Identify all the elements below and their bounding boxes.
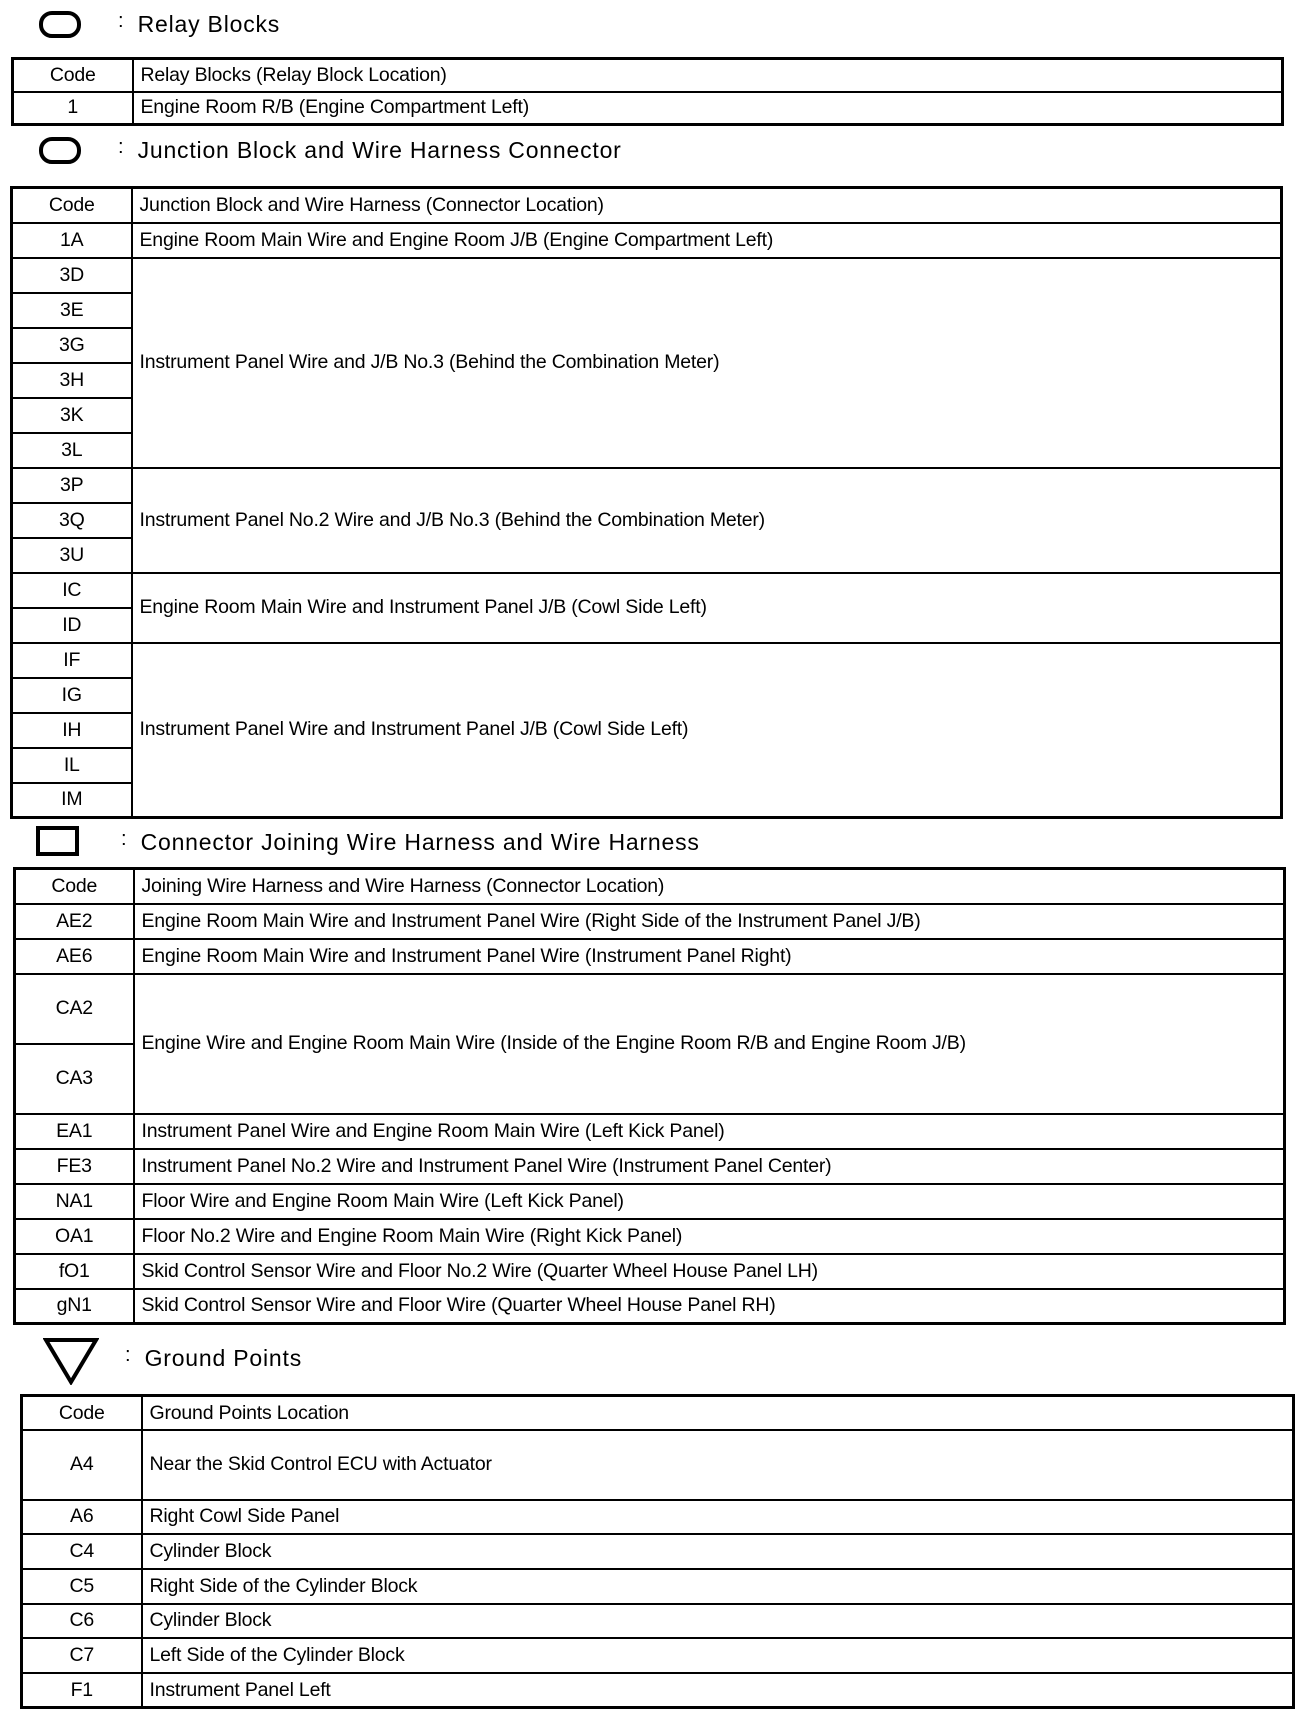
header-description: Joining Wire Harness and Wire Harness (Connector Location) [134, 869, 1285, 904]
code-cell: EA1 [15, 1114, 134, 1149]
square-icon [36, 826, 79, 856]
table-row [22, 1500, 1294, 1535]
location-cell: Right Side of the Cylinder Block [142, 1569, 1294, 1604]
location-cell: Floor No.2 Wire and Engine Room Main Wire (Right Kick Panel) [134, 1219, 1285, 1254]
colon: : [125, 1343, 131, 1366]
location-cell: Instrument Panel Left [142, 1673, 1294, 1708]
table-row [22, 1569, 1294, 1604]
code-cell: 3E [12, 293, 132, 328]
table-row [15, 1184, 1285, 1219]
location-cell: Cylinder Block [142, 1534, 1294, 1569]
ground-points-table [20, 1394, 1295, 1709]
code-cell: 3P [12, 468, 132, 503]
triangle-icon [43, 1337, 99, 1385]
code-cell: IG [12, 678, 132, 713]
table-header-row [22, 1396, 1294, 1431]
code-cell: CA2 [15, 974, 134, 1044]
relay-blocks-table [11, 57, 1284, 126]
section-title: Relay Blocks [137, 10, 281, 37]
code-cell: 3H [12, 363, 132, 398]
code-cell: C7 [22, 1638, 142, 1673]
table-row [13, 92, 1283, 125]
table-header-row [12, 188, 1282, 223]
code-cell: C5 [22, 1569, 142, 1604]
section-title: Ground Points [144, 1344, 302, 1371]
code-cell: IM [12, 783, 132, 818]
section-heading-relay [118, 9, 280, 39]
location-cell: Near the Skid Control ECU with Actuator [142, 1430, 1294, 1499]
oval-icon [39, 11, 81, 38]
code-cell: AE2 [15, 904, 134, 939]
code-cell: FE3 [15, 1149, 134, 1184]
table-row [12, 258, 1282, 293]
code-cell: 3G [12, 328, 132, 363]
colon: : [121, 827, 127, 850]
location-cell: Instrument Panel No.2 Wire and J/B No.3 (Behind the Combination Meter) [132, 468, 1282, 573]
location-cell: Engine Room Main Wire and Instrument Panel Wire (Right Side of the Instrument Panel J/B) [134, 904, 1285, 939]
code-cell: A6 [22, 1500, 142, 1535]
location-cell: Engine Room Main Wire and Instrument Panel J/B (Cowl Side Left) [132, 573, 1282, 643]
colon: : [118, 135, 124, 158]
table-row [22, 1534, 1294, 1569]
table-row [12, 223, 1282, 258]
code-cell: IC [12, 573, 132, 608]
table-row [22, 1430, 1294, 1499]
junction-block-table [10, 186, 1283, 819]
location-cell: Left Side of the Cylinder Block [142, 1638, 1294, 1673]
code-cell: 3K [12, 398, 132, 433]
table-row [15, 974, 1285, 1044]
code-cell: CA3 [15, 1044, 134, 1114]
code-cell: 1 [13, 92, 133, 125]
location-cell: Cylinder Block [142, 1604, 1294, 1639]
code-cell: IF [12, 643, 132, 678]
header-code: Code [15, 869, 134, 904]
section-heading-junction [118, 135, 622, 165]
table-row [15, 1149, 1285, 1184]
code-cell: 3U [12, 538, 132, 573]
table-row [15, 1254, 1285, 1289]
code-cell: A4 [22, 1430, 142, 1499]
table-row [12, 573, 1282, 608]
location-cell: Engine Room R/B (Engine Compartment Left) [133, 92, 1283, 125]
code-cell: OA1 [15, 1219, 134, 1254]
header-description: Ground Points Location [142, 1396, 1294, 1431]
location-cell: Engine Room Main Wire and Instrument Panel Wire (Instrument Panel Right) [134, 939, 1285, 974]
code-cell: gN1 [15, 1289, 134, 1324]
table-row [15, 1289, 1285, 1324]
table-row [15, 1219, 1285, 1254]
code-cell: C4 [22, 1534, 142, 1569]
table-row [22, 1638, 1294, 1673]
code-cell: 3D [12, 258, 132, 293]
code-cell: 3Q [12, 503, 132, 538]
header-description: Junction Block and Wire Harness (Connector Location) [132, 188, 1282, 223]
code-cell: IH [12, 713, 132, 748]
code-cell: 1A [12, 223, 132, 258]
oval-icon [39, 137, 81, 164]
table-row [12, 643, 1282, 678]
header-description: Relay Blocks (Relay Block Location) [133, 59, 1283, 92]
code-cell: ID [12, 608, 132, 643]
table-row [12, 468, 1282, 503]
location-cell: Floor Wire and Engine Room Main Wire (Left Kick Panel) [134, 1184, 1285, 1219]
code-cell: fO1 [15, 1254, 134, 1289]
section-title: Junction Block and Wire Harness Connector [137, 136, 622, 163]
table-row [22, 1673, 1294, 1708]
section-heading-ground [125, 1343, 302, 1373]
colon: : [118, 9, 124, 32]
location-cell: Instrument Panel Wire and Engine Room Main Wire (Left Kick Panel) [134, 1114, 1285, 1149]
table-row [15, 1114, 1285, 1149]
header-code: Code [12, 188, 132, 223]
location-cell: Engine Room Main Wire and Engine Room J/B (Engine Compartment Left) [132, 223, 1282, 258]
table-header-row [15, 869, 1285, 904]
code-cell: AE6 [15, 939, 134, 974]
section-title: Connector Joining Wire Harness and Wire Harness [140, 828, 700, 855]
connector-table [13, 867, 1286, 1325]
location-cell: Right Cowl Side Panel [142, 1500, 1294, 1535]
code-cell: 3L [12, 433, 132, 468]
table-row [22, 1604, 1294, 1639]
section-heading-connector [121, 827, 700, 857]
table-row [15, 939, 1285, 974]
location-cell: Instrument Panel Wire and Instrument Panel J/B (Cowl Side Left) [132, 643, 1282, 818]
table-header-row [13, 59, 1283, 92]
location-cell: Instrument Panel No.2 Wire and Instrument Panel Wire (Instrument Panel Center) [134, 1149, 1285, 1184]
code-cell: C6 [22, 1604, 142, 1639]
table-row [15, 904, 1285, 939]
header-code: Code [13, 59, 133, 92]
location-cell: Skid Control Sensor Wire and Floor No.2 Wire (Quarter Wheel House Panel LH) [134, 1254, 1285, 1289]
header-code: Code [22, 1396, 142, 1431]
code-cell: NA1 [15, 1184, 134, 1219]
location-cell: Engine Wire and Engine Room Main Wire (Inside of the Engine Room R/B and Engine Room J/B) [134, 974, 1285, 1114]
location-cell: Skid Control Sensor Wire and Floor Wire (Quarter Wheel House Panel RH) [134, 1289, 1285, 1324]
location-cell: Instrument Panel Wire and J/B No.3 (Behind the Combination Meter) [132, 258, 1282, 468]
code-cell: IL [12, 748, 132, 783]
code-cell: F1 [22, 1673, 142, 1708]
